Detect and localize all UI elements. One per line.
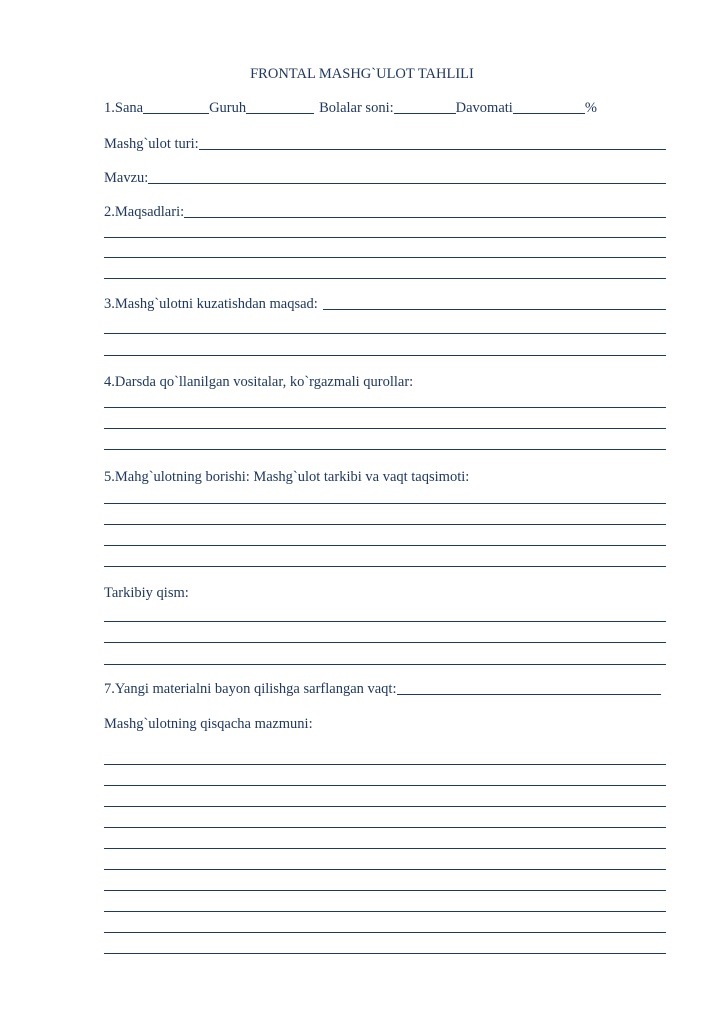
mazmuni-line[interactable] — [104, 911, 666, 912]
guruh-label: Guruh — [209, 100, 247, 116]
guruh-blank[interactable] — [246, 113, 314, 114]
sana-label: 1.Sana — [104, 100, 144, 116]
mashgulot-turi-label: Mashg`ulot turi: — [104, 136, 199, 152]
row-mazmuni — [104, 714, 666, 734]
mazmuni-line[interactable] — [104, 869, 666, 870]
kuzatish-line[interactable] — [104, 355, 666, 356]
mazmuni-line[interactable] — [104, 932, 666, 933]
row-sana-guruh — [104, 98, 666, 118]
maqsadlari-blank[interactable] — [184, 217, 666, 218]
tarkibiy-line[interactable] — [104, 664, 666, 665]
row-vositalar — [104, 372, 666, 392]
mavzu-label: Mavzu: — [104, 170, 149, 186]
row-mavzu — [104, 168, 666, 188]
davomati-label: Davomati — [455, 100, 513, 116]
percent-sign: % — [584, 100, 597, 116]
row-tarkibiy — [104, 583, 666, 603]
borishi-line[interactable] — [104, 545, 666, 546]
tarkibiy-label: Tarkibiy qism: — [104, 585, 189, 601]
row-maqsadlari — [104, 202, 666, 222]
mazmuni-line[interactable] — [104, 806, 666, 807]
davomati-blank[interactable] — [513, 113, 585, 114]
page-title: FRONTAL MASHG`ULOT TAHLILI — [250, 66, 474, 82]
vositalar-line[interactable] — [104, 407, 666, 408]
mazmuni-line[interactable] — [104, 785, 666, 786]
tarkibiy-line[interactable] — [104, 621, 666, 622]
row-mashgulot-turi — [104, 134, 666, 154]
kuzatish-label: 3.Mashg`ulotni kuzatishdan maqsad: — [104, 296, 318, 312]
row-borishi — [104, 467, 666, 487]
maqsadlari-line[interactable] — [104, 278, 666, 279]
yangi-material-label: 7.Yangi materialni bayon qilishga sarflangan vaqt: — [104, 681, 397, 697]
mazmuni-label: Mashg`ulotning qisqacha mazmuni: — [104, 716, 313, 732]
maqsadlari-label: 2.Maqsadlari: — [104, 204, 185, 220]
sana-blank[interactable] — [143, 113, 209, 114]
mashgulot-turi-blank[interactable] — [199, 149, 666, 150]
mazmuni-line[interactable] — [104, 764, 666, 765]
borishi-line[interactable] — [104, 503, 666, 504]
mavzu-blank[interactable] — [148, 183, 666, 184]
maqsadlari-line[interactable] — [104, 237, 666, 238]
vositalar-label: 4.Darsda qo`llanilgan vositalar, ko`rgazmali qurollar: — [104, 374, 414, 390]
borishi-line[interactable] — [104, 566, 666, 567]
mazmuni-line[interactable] — [104, 848, 666, 849]
mazmuni-line[interactable] — [104, 827, 666, 828]
row-yangi-material — [104, 679, 661, 699]
kuzatish-blank[interactable] — [323, 309, 666, 310]
vositalar-line[interactable] — [104, 449, 666, 450]
yangi-material-blank[interactable] — [397, 694, 662, 695]
row-kuzatish — [104, 294, 666, 314]
tarkibiy-line[interactable] — [104, 642, 666, 643]
mazmuni-line[interactable] — [104, 953, 666, 954]
borishi-line[interactable] — [104, 524, 666, 525]
maqsadlari-line[interactable] — [104, 257, 666, 258]
borishi-label: 5.Mahg`ulotning borishi: Mashg`ulot tarkibi va vaqt taqsimoti: — [104, 469, 470, 485]
bolalar-soni-blank[interactable] — [394, 113, 456, 114]
vositalar-line[interactable] — [104, 428, 666, 429]
kuzatish-line[interactable] — [104, 333, 666, 334]
mazmuni-line[interactable] — [104, 890, 666, 891]
bolalar-soni-label: Bolalar soni: — [319, 100, 394, 116]
